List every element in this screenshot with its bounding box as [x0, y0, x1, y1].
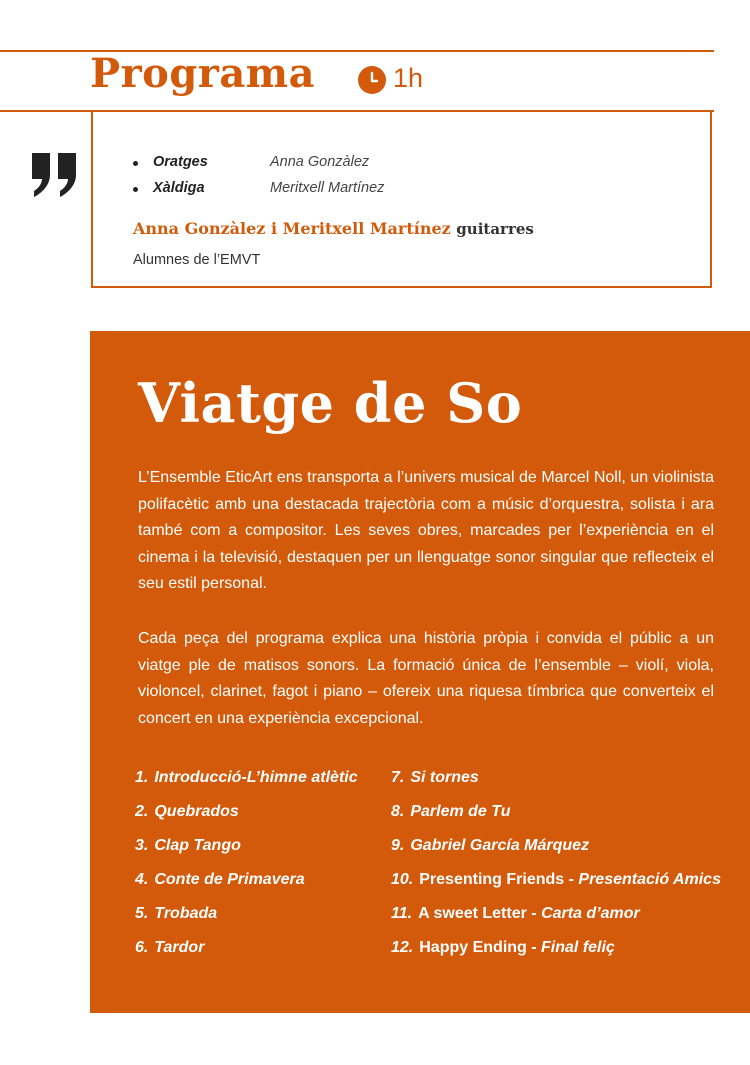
track-number: 3. [135, 837, 149, 854]
track-item [135, 938, 385, 972]
track-number: 12. [391, 939, 414, 956]
section-title: Programa [90, 50, 316, 97]
work-title: Xàldiga [153, 180, 205, 196]
track-title: Trobada [154, 905, 218, 922]
track-title-english: A sweet Letter [418, 905, 527, 922]
work-author: Meritxell Martínez [270, 180, 385, 196]
track-title: Si tornes [410, 769, 479, 786]
clock-icon [358, 66, 386, 94]
bullet-icon [133, 161, 138, 166]
track-title-english: Presenting Friends [419, 871, 565, 888]
track-separator: - [526, 939, 542, 956]
track-item [135, 768, 385, 802]
concert-title: Viatge de So [138, 371, 523, 435]
concert-panel [90, 331, 750, 1013]
performer-role: guitarres [456, 220, 534, 238]
track-item [391, 836, 731, 870]
track-item [135, 904, 385, 938]
track-number: 1. [135, 769, 149, 786]
track-number: 8. [391, 803, 405, 820]
track-list-right [391, 768, 731, 972]
track-list-left [135, 768, 385, 972]
track-title: Carta d’amor [541, 905, 640, 922]
track-title: Conte de Primavera [154, 871, 305, 888]
track-separator: - [564, 871, 579, 888]
track-title: Presentació Amics [578, 871, 721, 888]
track-item [391, 870, 731, 904]
track-item [135, 836, 385, 870]
description-paragraph: Cada peça del programa explica una història pròpia i convida el públic a un viatge ple de matisos sonors. La formació única de l’ensemble – violí, viola, violoncel, clarinet, fagot i piano – ofereix una riquesa tímbrica que converteix el concert en una experiència excepcional. [138, 630, 714, 727]
track-number: 6. [135, 939, 149, 956]
track-title: Gabriel García Márquez [410, 837, 590, 854]
track-separator: - [526, 905, 542, 922]
track-item [135, 802, 385, 836]
track-number: 11. [391, 905, 413, 922]
students-note: Alumnes de l’EMVT [133, 252, 261, 268]
work-author: Anna Gonzàlez [270, 154, 370, 170]
curtain-quote-icon [32, 153, 78, 202]
track-number: 5. [135, 905, 149, 922]
track-title: Tardor [154, 939, 205, 956]
track-item [391, 802, 731, 836]
track-title-english: Happy Ending [419, 939, 527, 956]
track-number: 4. [135, 871, 149, 888]
track-item [391, 938, 731, 972]
description-paragraph: L’Ensemble EticArt ens transporta a l’univers musical de Marcel Noll, un violinista polifacètic amb una destacada trajectòria com a músic d’orquestra, solista i ara també com a compositor. Les seves obres, marcades per l’experiència en el cinema i la televisió, destaquen per un llenguatge sonor singular que reflecteix el seu estil personal. [138, 469, 714, 592]
performers-line [133, 219, 534, 238]
track-title: Clap Tango [154, 837, 241, 854]
performer-names: Anna Gonzàlez i Meritxell Martínez [133, 219, 451, 238]
work-title: Oratges [153, 154, 208, 170]
track-title: Introducció-L’himne atlètic [154, 769, 358, 786]
track-number: 2. [135, 803, 149, 820]
track-title: Parlem de Tu [410, 803, 511, 820]
duration-label: 1h [393, 63, 424, 93]
track-item [135, 870, 385, 904]
track-title: Quebrados [154, 803, 239, 820]
track-number: 7. [391, 769, 405, 786]
track-item [391, 904, 731, 938]
bullet-icon [133, 187, 138, 192]
track-number: 9. [391, 837, 405, 854]
track-item [391, 768, 731, 802]
track-number: 10. [391, 871, 414, 888]
track-title: Final feliç [541, 939, 615, 956]
